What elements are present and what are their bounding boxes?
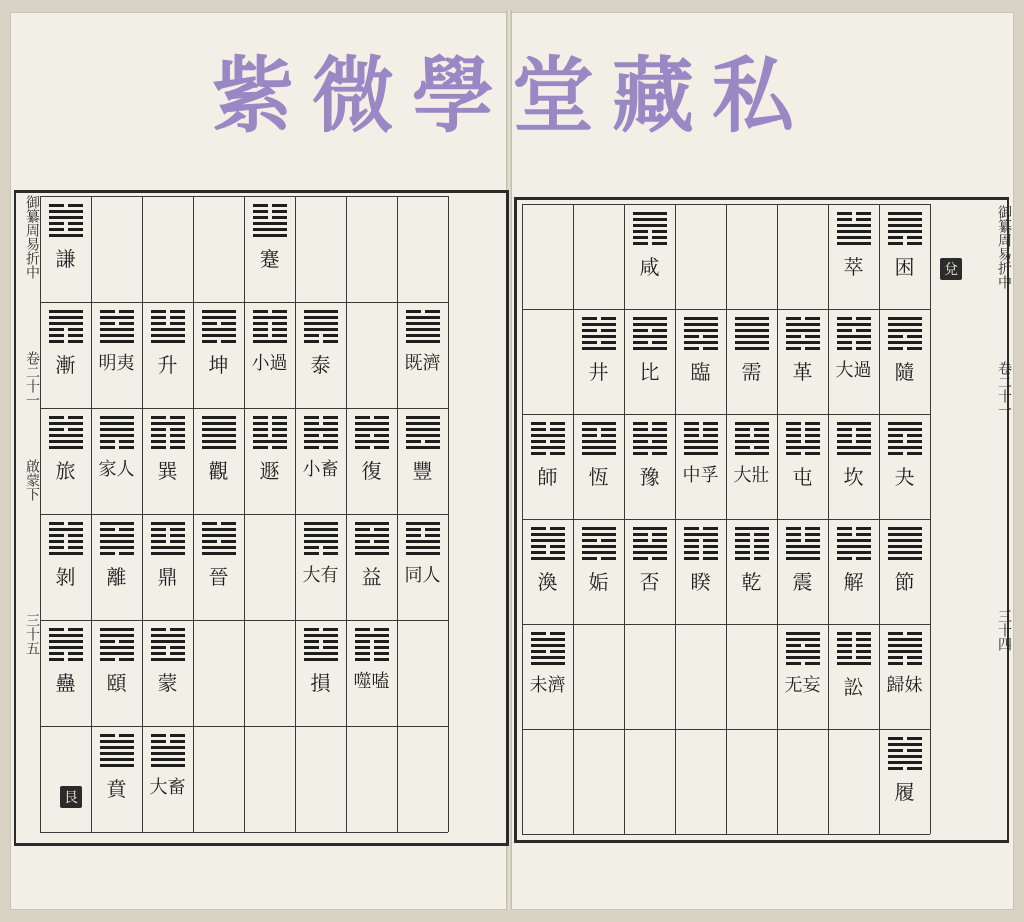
hexagram-name: 震 <box>792 570 813 594</box>
hexagram-name: 遯 <box>259 459 280 483</box>
hexagram-cell <box>829 309 878 412</box>
hexagram-symbol-icon <box>202 522 236 555</box>
hexagram-name: 屯 <box>792 465 813 489</box>
hexagram-symbol-icon <box>786 632 820 665</box>
hexagram-cell <box>574 309 623 412</box>
hexagram-name: 漸 <box>55 353 76 377</box>
hexagram-name: 豫 <box>639 465 660 489</box>
hexagram-cell <box>92 408 141 512</box>
hexagram-symbol-icon <box>151 628 185 661</box>
hexagram-cell <box>727 414 776 517</box>
hexagram-cell <box>347 620 396 724</box>
hexagram-name: 井 <box>588 360 609 384</box>
hexagram-cell <box>829 624 878 727</box>
hexagram-name: 觀 <box>208 459 229 483</box>
hexagram-cell <box>245 302 294 406</box>
hexagram-cell <box>41 514 90 618</box>
hexagram-symbol-icon <box>151 734 185 767</box>
hexagram-name: 頤 <box>106 671 127 695</box>
left-page-number: 三十五 <box>24 613 40 655</box>
hexagram-name: 歸妹 <box>886 675 923 696</box>
hexagram-symbol-icon <box>837 212 871 245</box>
hexagram-cell <box>880 729 929 832</box>
hexagram-name: 離 <box>106 565 127 589</box>
hexagram-cell <box>92 302 141 406</box>
hexagram-symbol-icon <box>355 522 389 555</box>
hexagram-cell <box>92 514 141 618</box>
hexagram-symbol-icon <box>100 734 134 767</box>
hexagram-symbol-icon <box>735 422 769 455</box>
hexagram-name: 剝 <box>55 565 76 589</box>
hexagram-cell <box>625 414 674 517</box>
hexagram-name: 益 <box>361 565 382 589</box>
hexagram-name: 隨 <box>894 360 915 384</box>
hexagram-symbol-icon <box>888 737 922 770</box>
hexagram-cell <box>880 624 929 727</box>
left-volume: 卷二十一 <box>24 351 40 407</box>
hexagram-symbol-icon <box>202 416 236 449</box>
hexagram-cell <box>194 514 243 618</box>
hexagram-cell <box>880 204 929 307</box>
right-tag-dui: 兌 <box>940 258 962 280</box>
hexagram-name: 小畜 <box>302 459 339 480</box>
hexagram-name: 賁 <box>106 777 127 801</box>
left-tag-gen: 艮 <box>60 786 82 808</box>
hexagram-cell <box>194 302 243 406</box>
hexagram-name: 晉 <box>208 565 229 589</box>
left-grid-col-line <box>448 196 449 832</box>
hexagram-cell <box>727 309 776 412</box>
hexagram-symbol-icon <box>49 628 83 661</box>
hexagram-name: 臨 <box>690 360 711 384</box>
hexagram-cell <box>523 519 572 622</box>
hexagram-name: 夬 <box>894 465 915 489</box>
hexagram-cell <box>829 519 878 622</box>
hexagram-symbol-icon <box>304 416 338 449</box>
hexagram-symbol-icon <box>786 422 820 455</box>
hexagram-cell <box>194 408 243 512</box>
hexagram-cell <box>296 302 345 406</box>
hexagram-cell <box>778 309 827 412</box>
hexagram-symbol-icon <box>531 422 565 455</box>
right-grid-row-line <box>522 834 930 835</box>
hexagram-name: 未濟 <box>529 675 566 696</box>
hexagram-symbol-icon <box>406 522 440 555</box>
hexagram-cell <box>778 414 827 517</box>
hexagram-cell <box>296 514 345 618</box>
hexagram-symbol-icon <box>406 416 440 449</box>
left-book-title: 御纂周易折中 <box>24 195 40 279</box>
hexagram-symbol-icon <box>253 204 287 237</box>
hexagram-symbol-icon <box>100 628 134 661</box>
hexagram-cell <box>676 519 725 622</box>
hexagram-cell <box>829 414 878 517</box>
hexagram-cell <box>778 624 827 727</box>
hexagram-cell <box>880 414 929 517</box>
hexagram-symbol-icon <box>49 416 83 449</box>
hexagram-cell <box>245 408 294 512</box>
hexagram-name: 大過 <box>835 360 872 381</box>
hexagram-name: 鼎 <box>157 565 178 589</box>
hexagram-symbol-icon <box>100 416 134 449</box>
hexagram-symbol-icon <box>786 317 820 350</box>
hexagram-symbol-icon <box>888 212 922 245</box>
hexagram-cell <box>41 302 90 406</box>
hexagram-cell <box>143 620 192 724</box>
hexagram-cell <box>296 620 345 724</box>
right-grid-col-line <box>930 204 931 834</box>
right-grid-row-line <box>522 729 930 730</box>
hexagram-symbol-icon <box>49 204 83 237</box>
hexagram-cell <box>398 408 447 512</box>
hexagram-name: 无妄 <box>784 675 821 696</box>
right-book-title: 御纂周易折中 <box>996 205 1012 289</box>
hexagram-cell <box>778 519 827 622</box>
hexagram-symbol-icon <box>837 317 871 350</box>
hexagram-symbol-icon <box>582 527 616 560</box>
hexagram-symbol-icon <box>888 422 922 455</box>
hexagram-symbol-icon <box>100 522 134 555</box>
hexagram-cell <box>143 302 192 406</box>
hexagram-cell <box>347 514 396 618</box>
hexagram-cell <box>41 408 90 512</box>
hexagram-symbol-icon <box>151 522 185 555</box>
hexagram-name: 訟 <box>843 675 864 699</box>
hexagram-name: 大畜 <box>149 777 186 798</box>
hexagram-name: 萃 <box>843 255 864 279</box>
hexagram-name: 大壯 <box>733 465 770 486</box>
hexagram-symbol-icon <box>684 422 718 455</box>
hexagram-name: 坤 <box>208 353 229 377</box>
hexagram-symbol-icon <box>304 310 338 343</box>
hexagram-symbol-icon <box>151 310 185 343</box>
right-margin-column <box>986 205 1014 825</box>
hexagram-symbol-icon <box>355 416 389 449</box>
right-volume: 卷二十一 <box>996 361 1012 417</box>
hexagram-name: 蒙 <box>157 671 178 695</box>
hexagram-cell <box>676 309 725 412</box>
hexagram-name: 同人 <box>404 565 441 586</box>
hexagram-symbol-icon <box>888 632 922 665</box>
hexagram-symbol-icon <box>100 310 134 343</box>
hexagram-cell <box>625 204 674 307</box>
hexagram-name: 蹇 <box>259 247 280 271</box>
hexagram-symbol-icon <box>406 310 440 343</box>
hexagram-name: 咸 <box>639 255 660 279</box>
hexagram-name: 困 <box>894 255 915 279</box>
hexagram-name: 升 <box>157 353 178 377</box>
hexagram-cell <box>143 726 192 830</box>
hexagram-symbol-icon <box>151 416 185 449</box>
hexagram-symbol-icon <box>684 317 718 350</box>
collector-seal: 紫微學堂藏私 <box>211 48 812 144</box>
hexagram-symbol-icon <box>355 628 389 661</box>
hexagram-name: 節 <box>894 570 915 594</box>
hexagram-name: 大有 <box>302 565 339 586</box>
hexagram-name: 旅 <box>55 459 76 483</box>
right-page-number: 三十四 <box>996 609 1012 651</box>
hexagram-symbol-icon <box>837 422 871 455</box>
hexagram-name: 巽 <box>157 459 178 483</box>
hexagram-cell <box>296 408 345 512</box>
hexagram-symbol-icon <box>837 527 871 560</box>
hexagram-symbol-icon <box>633 317 667 350</box>
hexagram-cell <box>727 519 776 622</box>
hexagram-cell <box>41 196 90 300</box>
hexagram-cell <box>574 519 623 622</box>
hexagram-name: 睽 <box>690 570 711 594</box>
hexagram-name: 豐 <box>412 459 433 483</box>
hexagram-cell <box>829 204 878 307</box>
hexagram-symbol-icon <box>304 628 338 661</box>
hexagram-name: 復 <box>361 459 382 483</box>
hexagram-cell <box>676 414 725 517</box>
hexagram-symbol-icon <box>888 527 922 560</box>
hexagram-cell <box>92 726 141 830</box>
hexagram-name: 需 <box>741 360 762 384</box>
hexagram-cell <box>143 514 192 618</box>
hexagram-symbol-icon <box>633 422 667 455</box>
hexagram-symbol-icon <box>202 310 236 343</box>
hexagram-name: 乾 <box>741 570 762 594</box>
hexagram-symbol-icon <box>253 310 287 343</box>
hexagram-name: 姤 <box>588 570 609 594</box>
hexagram-cell <box>92 620 141 724</box>
hexagram-symbol-icon <box>304 522 338 555</box>
hexagram-symbol-icon <box>49 522 83 555</box>
hexagram-name: 恆 <box>588 465 609 489</box>
hexagram-symbol-icon <box>633 527 667 560</box>
hexagram-name: 坎 <box>843 465 864 489</box>
hexagram-cell <box>880 309 929 412</box>
left-section: 啟蒙下 <box>24 459 40 501</box>
hexagram-symbol-icon <box>888 317 922 350</box>
hexagram-name: 否 <box>639 570 660 594</box>
hexagram-cell <box>523 624 572 727</box>
hexagram-symbol-icon <box>786 527 820 560</box>
hexagram-cell <box>347 408 396 512</box>
hexagram-name: 蠱 <box>55 671 76 695</box>
hexagram-name: 既濟 <box>404 353 441 374</box>
hexagram-cell <box>625 309 674 412</box>
hexagram-symbol-icon <box>531 632 565 665</box>
hexagram-cell <box>880 519 929 622</box>
hexagram-cell <box>574 414 623 517</box>
hexagram-cell <box>625 519 674 622</box>
left-grid-row-line <box>40 832 448 833</box>
hexagram-name: 中孚 <box>682 465 719 486</box>
hexagram-symbol-icon <box>49 310 83 343</box>
left-grid-row-line <box>40 196 448 197</box>
hexagram-cell <box>41 620 90 724</box>
hexagram-symbol-icon <box>735 527 769 560</box>
hexagram-name: 履 <box>894 780 915 804</box>
hexagram-name: 渙 <box>537 570 558 594</box>
hexagram-name: 謙 <box>55 247 76 271</box>
hexagram-symbol-icon <box>582 422 616 455</box>
hexagram-cell <box>143 408 192 512</box>
left-margin-column <box>14 195 42 835</box>
hexagram-cell <box>523 414 572 517</box>
hexagram-cell <box>245 196 294 300</box>
hexagram-name: 革 <box>792 360 813 384</box>
hexagram-name: 家人 <box>98 459 135 480</box>
hexagram-symbol-icon <box>735 317 769 350</box>
hexagram-name: 解 <box>843 570 864 594</box>
hexagram-symbol-icon <box>253 416 287 449</box>
hexagram-cell <box>398 302 447 406</box>
hexagram-symbol-icon <box>633 212 667 245</box>
hexagram-name: 師 <box>537 465 558 489</box>
hexagram-symbol-icon <box>582 317 616 350</box>
hexagram-name: 泰 <box>310 353 331 377</box>
hexagram-cell <box>398 514 447 618</box>
hexagram-symbol-icon <box>837 632 871 665</box>
hexagram-name: 明夷 <box>98 353 135 374</box>
hexagram-name: 損 <box>310 671 331 695</box>
hexagram-name: 小過 <box>251 353 288 374</box>
hexagram-symbol-icon <box>684 527 718 560</box>
hexagram-name: 噬嗑 <box>353 671 390 692</box>
hexagram-name: 比 <box>639 360 660 384</box>
hexagram-symbol-icon <box>531 527 565 560</box>
